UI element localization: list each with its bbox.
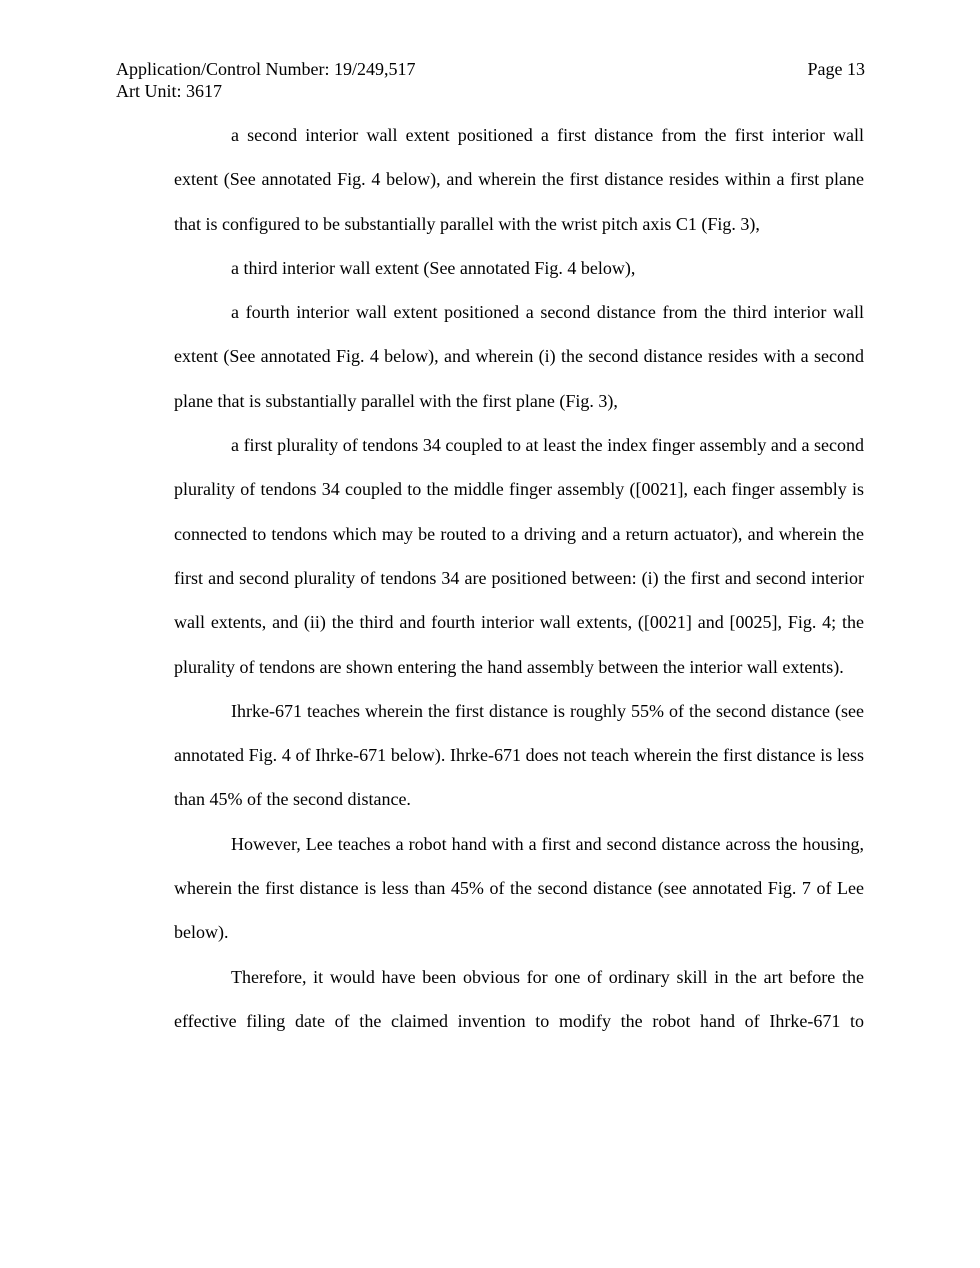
header-top-row <box>116 58 865 80</box>
paragraph: a second interior wall extent positioned a first distance from the first interior wall extent (See annotated Fig. 4 below), and wherein the first distance resides within a first plane that is configured to be substantially parallel with the wrist pitch axis C1 (Fig. 3), <box>174 125 864 234</box>
paragraph: a first plurality of tendons 34 coupled to at least the index finger assembly and a second plurality of tendons 34 coupled to the middle finger assembly ([0021], each finger assembly is connected to tendons which may be routed to a driving and a return actuator), and wherein the first and second plurality of tendons 34 are positioned between: (i) the first and second interior wall extents, and (ii) the third and fourth interior wall extents, ([0021] and [0025], Fig. 4; the plurality of tendons are shown entering the hand assembly between the interior wall extents). <box>174 435 864 677</box>
application-control-number: Application/Control Number: 19/249,517 <box>116 59 416 79</box>
paragraph: Ihrke-671 teaches wherein the first distance is roughly 55% of the second distance (see annotated Fig. 4 of Ihrke-671 below). Ihrke-671 does not teach wherein the first distance is less than 45% of the second distance. <box>174 700 864 810</box>
paragraph: However, Lee teaches a robot hand with a first and second distance across the housing, wherein the first distance is less than 45% of the second distance (see annotated Fig. 7 of Lee below). <box>174 833 864 943</box>
paragraph: Therefore, it would have been obvious for one of ordinary skill in the art before the effective filing date of the claimed invention to modify the robot hand of Ihrke-671 to <box>174 966 864 1031</box>
paragraph: a third interior wall extent (See annotated Fig. 4 below), <box>231 257 636 278</box>
art-unit: Art Unit: 3617 <box>116 81 222 101</box>
document-body <box>174 113 864 1043</box>
page-header <box>116 58 865 102</box>
page-number: Page 13 <box>807 59 865 79</box>
paragraph: a fourth interior wall extent positioned a second distance from the third interior wall extent (See annotated Fig. 4 below), and wherein (i) the second distance resides with a second plane that is substantially parallel with the first plane (Fig. 3), <box>174 302 864 411</box>
